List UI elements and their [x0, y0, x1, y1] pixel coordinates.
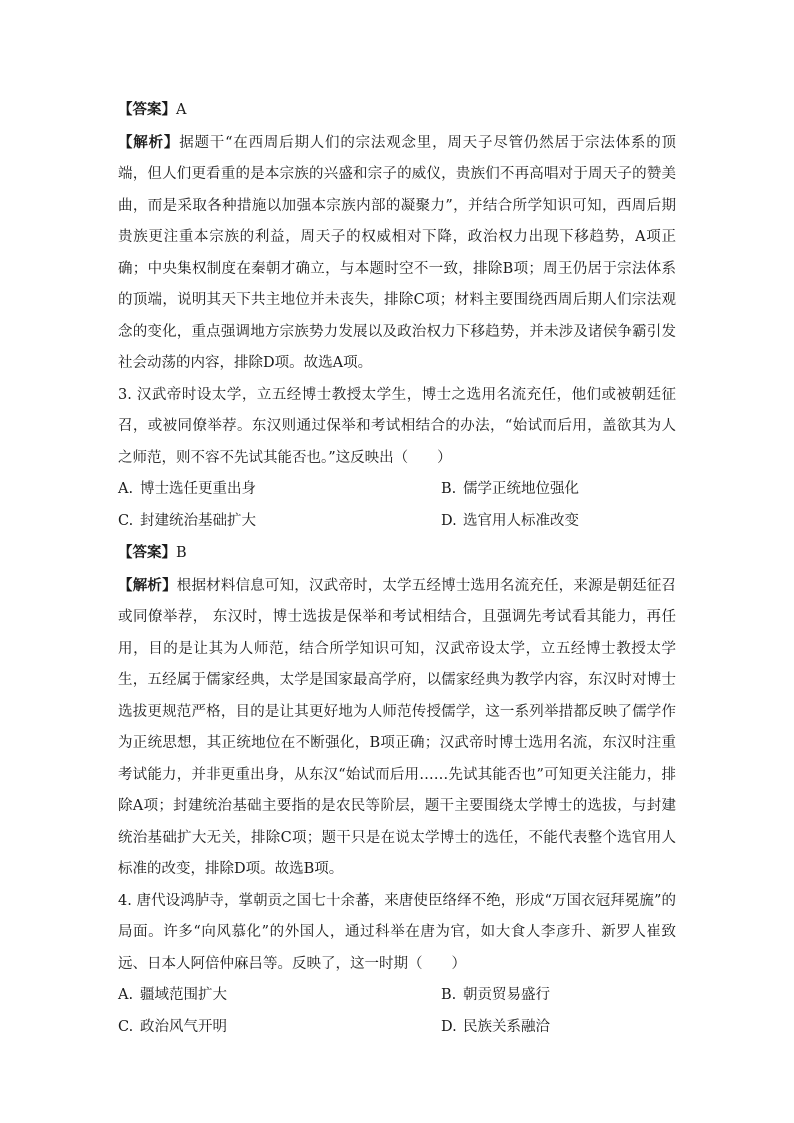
- analysis-paragraph: [118, 570, 676, 886]
- question-4-options-row-1: [118, 980, 676, 1012]
- question-4-stem: 4. 唐代设鸿胪寺，掌朝贡之国七十余蕃，来唐使臣络绎不绝，形成“万国衣冠拜冕旒”的局面。许多“向风慕化”的外国人，通过科举在唐为官，如大食人李彦升、新罗人崔致远、日本人阿倍仲麻吕等。反映了，这一时期（ ）: [118, 892, 676, 972]
- analysis-text: 根据材料信息可知，汉武帝时，太学五经博士选用名流充任，来源是朝廷征召或同僚举荐， 东汉时，博士选拔是保举和考试相结合，且强调先考试看其能力，再任用，目的是让其为人师范，结合所学知识可知，汉武帝设太学，立五经博士教授太学生，五经属于儒家经典，太学是国家最高学府，以儒家经典为教学内容，东汉时对博士选拔更规范严格，目的是让其更好地为人师范传授儒学，这一系列举措都反映了儒学作为正统思想，其正统地位在不断强化，B项正确；汉武帝时博士选用名流，东汉时注重考试能力，并非更重出身，从东汉“始试而后用……先试其能否也”可知更关注能力，排除A项；封建统治基础主要指的是农民等阶层，题干主要围绕太学博士的选拔，与封建统治基础扩大无关，排除C项；题干只是在说太学博士的选任，不能代表整个选官用人标准的改变，排除D项。故选B项。: [118, 577, 677, 877]
- analysis-paragraph: [118, 127, 676, 380]
- option-a: A. 疆域范围扩大: [118, 987, 227, 1003]
- answer-tag: 【答案】: [118, 544, 176, 561]
- analysis-tag: 【解析】: [118, 576, 177, 594]
- analysis-text: 据题干“在西周后期人们的宗法观念里，周天子尽管仍然居于宗法体系的顶端，但人们更看重的是本宗族的兴盛和宗子的威仪，贵族们不再高唱对于周天子的赞美曲，而是采取各种措施以加强本宗族内部的凝聚力”，并结合所学知识可知，西周后期贵族更注重本宗族的利益，周天子的权威相对下降，政治权力出现下移趋势，A项正确；中央集权制度在秦朝才确立，与本题时空不一致，排除B项；周王仍居于宗法体系的顶端，说明其天下共主地位并未丧失，排除C项；材料主要围绕西周后期人们宗法观念的变化，重点强调地方宗族势力发展以及政治权力下移趋势，并未涉及诸侯争霸引发社会动荡的内容，排除D项。故选A项。: [118, 134, 677, 371]
- question-4-options-row-2: [118, 1012, 676, 1044]
- option-d: D. 民族关系融洽: [441, 1018, 550, 1035]
- option-a: A. 博士选任更重出身: [118, 481, 256, 497]
- answer-tag: 【答案】: [118, 101, 176, 118]
- option-c: C. 政治风气开明: [118, 1018, 227, 1035]
- analysis-tag: 【解析】: [118, 133, 180, 151]
- answer-value: B: [176, 545, 187, 561]
- document-page: [118, 94, 676, 1043]
- question-3-stem: 3. 汉武帝时设太学，立五经博士教授太学生，博士之选用名流充任，他们或被朝廷征召，或被同僚举荐。东汉则通过保举和考试相结合的办法，“始试而后用，盖欲其为人之师范，则不容不先试其能否也。”这反映出（ ）: [118, 386, 676, 466]
- option-b: B. 朝贡贸易盛行: [441, 987, 550, 1003]
- question-3-options-row-1: [118, 474, 676, 506]
- answer-line: [118, 94, 676, 127]
- option-c: C. 封建统治基础扩大: [118, 512, 256, 529]
- answer-line: [118, 537, 676, 570]
- option-b: B. 儒学正统地位强化: [441, 481, 579, 497]
- question-3-options-row-2: [118, 506, 676, 538]
- answer-value: A: [176, 102, 187, 118]
- option-d: D. 选官用人标准改变: [441, 512, 579, 529]
